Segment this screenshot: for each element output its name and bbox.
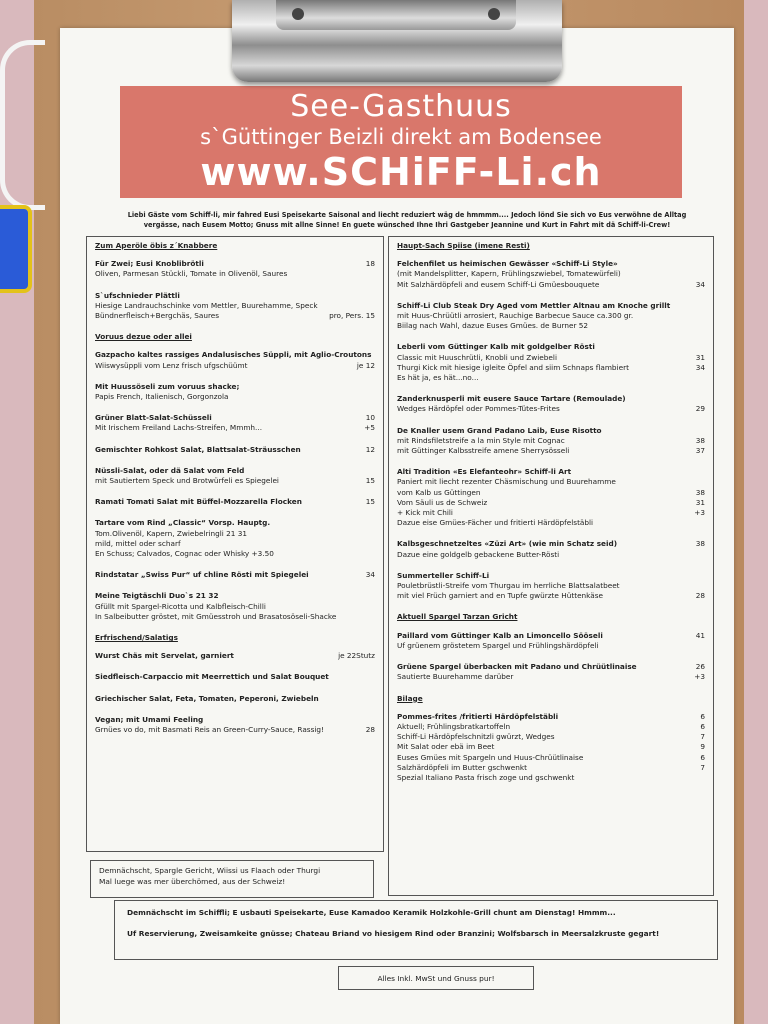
footer-note: Alles Inkl. MwSt und Gnuss pur!	[338, 966, 534, 990]
price: +3	[694, 508, 705, 518]
price: 34	[695, 279, 705, 289]
price: +5	[364, 423, 375, 433]
price	[635, 571, 705, 581]
menu-item	[95, 651, 375, 661]
section-heading: Voruus dezue oder allei	[95, 332, 192, 342]
dish-name: Gemischter Rohkost Salat, Blattsalat-Sträusschen	[95, 444, 301, 454]
dish-description: Paniert mit liecht rezenter Chäsmischung und Buurehamme	[397, 477, 616, 487]
price: 38	[695, 539, 705, 549]
menu-item	[397, 662, 705, 682]
clip-rivet-left	[292, 8, 304, 20]
price	[635, 342, 705, 352]
section-heading: Erfrischend/Salatigs	[95, 633, 178, 643]
price	[635, 259, 705, 269]
cable	[0, 40, 45, 210]
dish-name: Griechischer Salat, Feta, Tomaten, Peperoni, Zwiebeln	[95, 693, 319, 703]
price-column	[305, 466, 375, 486]
menu-item	[95, 259, 375, 279]
menu-item	[95, 715, 375, 735]
price-column	[635, 259, 705, 290]
dish-description: mit Sautiertem Speck und Brotwürfeli es Spiegelei	[95, 476, 279, 486]
price	[635, 581, 705, 591]
menu-item	[95, 466, 375, 486]
dish-name: S`ufschnieder Plättli	[95, 290, 180, 300]
menu-item	[397, 631, 705, 651]
price	[305, 466, 375, 476]
dish-description: Mit Salzhärdöpfeli and eusem Schiff-Li Gmüesbouquete	[397, 279, 600, 289]
menu-item	[397, 712, 705, 783]
menu-item	[95, 382, 375, 402]
dish-description: Pouletbrüstli-Streife vom Thurgau im herrliche Blattsalatbeet	[397, 581, 620, 591]
price: 37	[695, 446, 705, 456]
dish-name: Wurst Chäs mit Servelat, garniert	[95, 651, 234, 661]
dish-description: mit Güttinger Kalbsstreife amene Sherrysösseli	[397, 446, 570, 456]
menu-item	[95, 570, 375, 580]
price: 15	[365, 497, 375, 507]
price: 38	[695, 435, 705, 445]
dish-description: vom Kalb us Güttingen	[397, 487, 481, 497]
dish-description: Tom.Olivenöl, Kapern, Zwiebelringli 21 31	[95, 528, 248, 538]
section-heading: Aktuell Spargel Tarzan Gricht	[397, 612, 518, 622]
menu-item	[397, 426, 705, 457]
price-column	[305, 291, 375, 322]
price: 34	[365, 570, 375, 580]
dish-name: Rindstatar „Swiss Pur“ uf chline Rösti mit Spiegelei	[95, 570, 309, 580]
dish-description: mit Huus-Chrüütli arrosiert, Rauchige Barbecue Sauce ca.300 gr.	[397, 311, 634, 321]
menu-item	[95, 445, 375, 455]
dish-name: Mit Huussöseli zum voruus shacke;	[95, 381, 240, 391]
menu-item	[95, 497, 375, 507]
section-heading: Zum Aperöle öbis z´Knabbere	[95, 241, 218, 250]
dish-description: Sautierte Buurehamme darüber	[397, 672, 514, 682]
price-column	[635, 631, 705, 641]
dish-name: Grüner Blatt-Salat-Schüsseli	[95, 413, 212, 423]
soon-box	[90, 860, 374, 898]
price-column	[635, 571, 705, 602]
price	[305, 301, 375, 311]
dish-description: mild, mittel oder scharf	[95, 538, 181, 548]
price	[635, 467, 705, 477]
dish-description: Es hät ja, es hät...no...	[397, 373, 479, 383]
price-column	[635, 662, 705, 682]
dish-description: Mit Irischem Freiland Lachs-Streifen, Mmmh...	[95, 423, 263, 433]
price	[635, 426, 705, 436]
dish-name: De Knaller usem Grand Padano Laib, Euse Risotto	[397, 425, 602, 435]
menu-item	[397, 571, 705, 602]
price: 31	[695, 352, 705, 362]
price-column	[635, 426, 705, 457]
intro-text: Liebi Gäste vom Schiff-li, mir fahred Eusi Speisekarte Saisonal and liecht reduziert wäg de hmmmm.... Jedoch lönd Sie sich vo Eus verwöhne de Alltag vergässe, nach Eusem Motto; Gnuss mit allne Sinne! En guete wünsched Ihne Ihri Gastgeber Jeannine und Kurt in Fahrt mit dä Schiff-li-Crew!	[127, 211, 687, 229]
dish-name: Grüene Spargel überbacken mit Padano und Chrüütlinaise	[397, 662, 637, 672]
dish-name: Paillard vom Güttinger Kalb an Limoncello Sööseli	[397, 630, 603, 640]
restaurant-website: www.SCHiFF-Li.ch	[200, 150, 602, 194]
price-column	[305, 497, 375, 507]
price	[635, 394, 705, 404]
price: 9	[700, 742, 705, 752]
menu-item	[397, 342, 705, 383]
menu-item	[397, 259, 705, 290]
dish-name: Felchenfilet us heimischen Gewässer «Schiff-Li Style»	[397, 259, 618, 269]
dish-description: Salzhärdöpfeli im Butter gschwenkt	[397, 762, 527, 772]
price	[635, 269, 705, 279]
dish-name: Gazpacho kaltes rassiges Andalusisches Süppli, mit Aglio-Croutons	[95, 350, 372, 360]
clip-rivet-right	[488, 8, 500, 20]
dish-description: Uf grüenem gröstetem Spargel und Frühlingshärdöpfeli	[397, 640, 599, 650]
menu-item	[95, 591, 375, 622]
dish-name: Kalbsgeschnetzeltes «Züzi Art» (wie min Schatz seid)	[397, 539, 618, 549]
price-column	[305, 445, 375, 455]
price-column	[635, 394, 705, 414]
price: 7	[700, 732, 705, 742]
menu-item	[95, 694, 375, 704]
price-column	[635, 467, 705, 518]
dish-description: Classic mit Huuschrütli, Knobli und Zwiebeli	[397, 352, 557, 362]
price: 6	[700, 711, 705, 721]
announcement-line-1: Demnächscht im Schiffli; E usbauti Speisekarte, Euse Kamadoo Keramik Holzkohle-Grill chunt am Dienstag! Hmmm...	[127, 908, 616, 917]
price: 28	[695, 591, 705, 601]
menu-item	[95, 350, 375, 370]
dish-description: + Kick mit Chili	[397, 508, 453, 518]
price-column	[635, 342, 705, 373]
dish-description: Spezial Italiano Pasta frisch zoge und gschwenkt	[397, 772, 575, 782]
menu-item	[397, 394, 705, 414]
dish-description: mit Rindsfiletstreife a la min Style mit Cognac	[397, 435, 565, 445]
price: 29	[695, 404, 705, 414]
dish-name: Pommes-frites /fritierti Härdöpfelstäbli	[397, 711, 559, 721]
dish-description: Vom Säuli us de Schweiz	[397, 497, 488, 507]
dish-name: Für Zwei; Eusi Knoblibrötli	[95, 259, 204, 269]
price: 6	[700, 721, 705, 731]
price-column	[305, 570, 375, 580]
dish-description: Dazue eise Gmües-Fächer und fritierti Härdöpfelstäbli	[397, 518, 594, 528]
dish-description: In Salbeibutter gröstet, mit Gmüesstroh und Brasatosöseli-Shacke	[95, 611, 337, 621]
price-column	[305, 651, 375, 661]
price: pro, Pers. 15	[329, 311, 375, 321]
dish-name: Schiff-Li Club Steak Dry Aged vom Mettler Altnau am Knoche grillt	[397, 300, 671, 310]
dish-description: Hiesige Landrauchschinke vom Mettler, Buurehamme, Speck	[95, 300, 318, 310]
price: 6	[700, 752, 705, 762]
price-column	[635, 712, 705, 773]
announcement-line-2: Uf Reservierung, Zweisamkeite gnüsse; Chateau Briand vo hiesigem Rind oder Branzini; Wolfsbarsch in Meersalzkruste gegart!	[127, 929, 660, 938]
price: 15	[365, 476, 375, 486]
dish-description: Euses Gmües mit Spargeln und Huus-Chrüütlinaise	[397, 752, 584, 762]
price-column	[305, 350, 375, 370]
dish-description: Oliven, Parmesan Stückli, Tomate in Olivenöl, Saures	[95, 269, 288, 279]
section-heading: Haupt-Sach Spiise (imene Resti)	[397, 241, 530, 250]
header-banner	[120, 86, 682, 198]
price: 12	[365, 444, 375, 454]
dish-description: Bündnerfleisch+Bergchäs, Saures	[95, 311, 220, 321]
price: 31	[695, 497, 705, 507]
price	[635, 477, 705, 487]
dish-name: Ramati Tomati Salat mit Büffel-Mozzarella Flocken	[95, 497, 302, 507]
dish-name: Leberli vom Güttinger Kalb mit goldgelber Rösti	[397, 342, 595, 352]
price: je 12	[356, 360, 375, 370]
dish-description: mit viel Früch garniert and en Tupfe gwürzte Hüttenkäse	[397, 591, 604, 601]
dish-description: Schiff-Li Härdöpfelschnitzli gwürzt, Wedges	[397, 732, 555, 742]
announcement-box	[114, 900, 718, 960]
price: 7	[700, 762, 705, 772]
price-column	[635, 539, 705, 549]
price	[305, 715, 375, 725]
dish-name: Zanderknusperli mit eusere Sauce Tartare (Remoulade)	[397, 394, 626, 404]
price: 34	[695, 362, 705, 372]
section-heading: Bilage	[397, 693, 423, 703]
price-column	[305, 413, 375, 433]
menu-item	[95, 518, 375, 559]
restaurant-tagline: s`Güttinger Beizli direkt am Bodensee	[200, 125, 602, 149]
price-column	[305, 715, 375, 735]
price-column	[305, 259, 375, 269]
price	[305, 291, 375, 301]
price: 10	[365, 413, 375, 423]
dish-description: Wedges Härdöpfel oder Pommes-Tütes-Frites	[397, 404, 560, 414]
menu-item	[95, 672, 375, 682]
dish-name: Summerteller Schiff-Li	[397, 570, 490, 580]
dish-description: (mit Mandelsplitter, Kapern, Frühlingszwiebel, Tomatewürfeli)	[397, 269, 621, 279]
menu-item	[397, 301, 705, 332]
menu-item	[95, 291, 375, 322]
dish-name: Siedfleisch-Carpaccio mit Meerrettich und Salat Bouquet	[95, 672, 329, 682]
price: 38	[695, 487, 705, 497]
dish-description: Gfüllt mit Spargel-Ricotta und Kalbfleisch-Chilli	[95, 601, 266, 611]
left-menu-column	[86, 236, 384, 852]
price: 41	[695, 630, 705, 640]
price: 18	[365, 259, 375, 269]
price	[305, 350, 375, 360]
phone-edge	[0, 205, 32, 293]
dish-name: Meine Teigtäschli Duo`s 21 32	[95, 591, 219, 601]
price: 28	[365, 725, 375, 735]
dish-name: Alti Tradition «Es Elefanteohr» Schiff-li Art	[397, 467, 572, 477]
dish-description: Papis French, Italienisch, Gorgonzola	[95, 392, 229, 402]
menu-item	[397, 539, 705, 559]
price: 26	[695, 662, 705, 672]
clip-lever	[276, 0, 516, 30]
dish-name: Tartare vom Rind „Classic“ Vorsp. Hauptg.	[95, 518, 271, 528]
right-menu-column	[388, 236, 714, 896]
soon-line-2: Mal luege was mer überchömed, aus der Schweiz!	[99, 877, 286, 886]
menu-item	[95, 413, 375, 433]
dish-name: Nüssli-Salat, oder dä Salat vom Feld	[95, 465, 245, 475]
dish-description: Thurgi Kick mit hiesige igleite Öpfel and siim Schnaps flambiert	[397, 362, 629, 372]
soon-line-1: Demnächscht, Spargle Gericht, Wiissi us Flaach oder Thurgi	[99, 866, 321, 875]
dish-description: Grnües vo do, mit Basmati Reis an Green-Curry-Sauce, Rassig!	[95, 725, 324, 735]
dish-description: En Schuss; Calvados, Cognac oder Whisky +3.50	[95, 549, 274, 559]
dish-description: Wiiswysüppli vom Lenz frisch ufgschüümt	[95, 360, 248, 370]
dish-name: Vegan; mit Umami Feeling	[95, 714, 204, 724]
dish-description: Mit Salat oder ebä im Beet	[397, 742, 495, 752]
restaurant-name: See-Gasthuus	[290, 89, 512, 124]
menu-item	[397, 467, 705, 528]
dish-description: Biilag nach Wahl, dazue Euses Gmües. de Burner 52	[397, 321, 589, 331]
price: je 22Stutz	[338, 651, 375, 661]
price: +3	[694, 672, 705, 682]
dish-description: Dazue eine goldgelb gebackene Butter-Rösti	[397, 549, 560, 559]
dish-description: Aktuell; Frühlingsbratkartoffeln	[397, 721, 511, 731]
